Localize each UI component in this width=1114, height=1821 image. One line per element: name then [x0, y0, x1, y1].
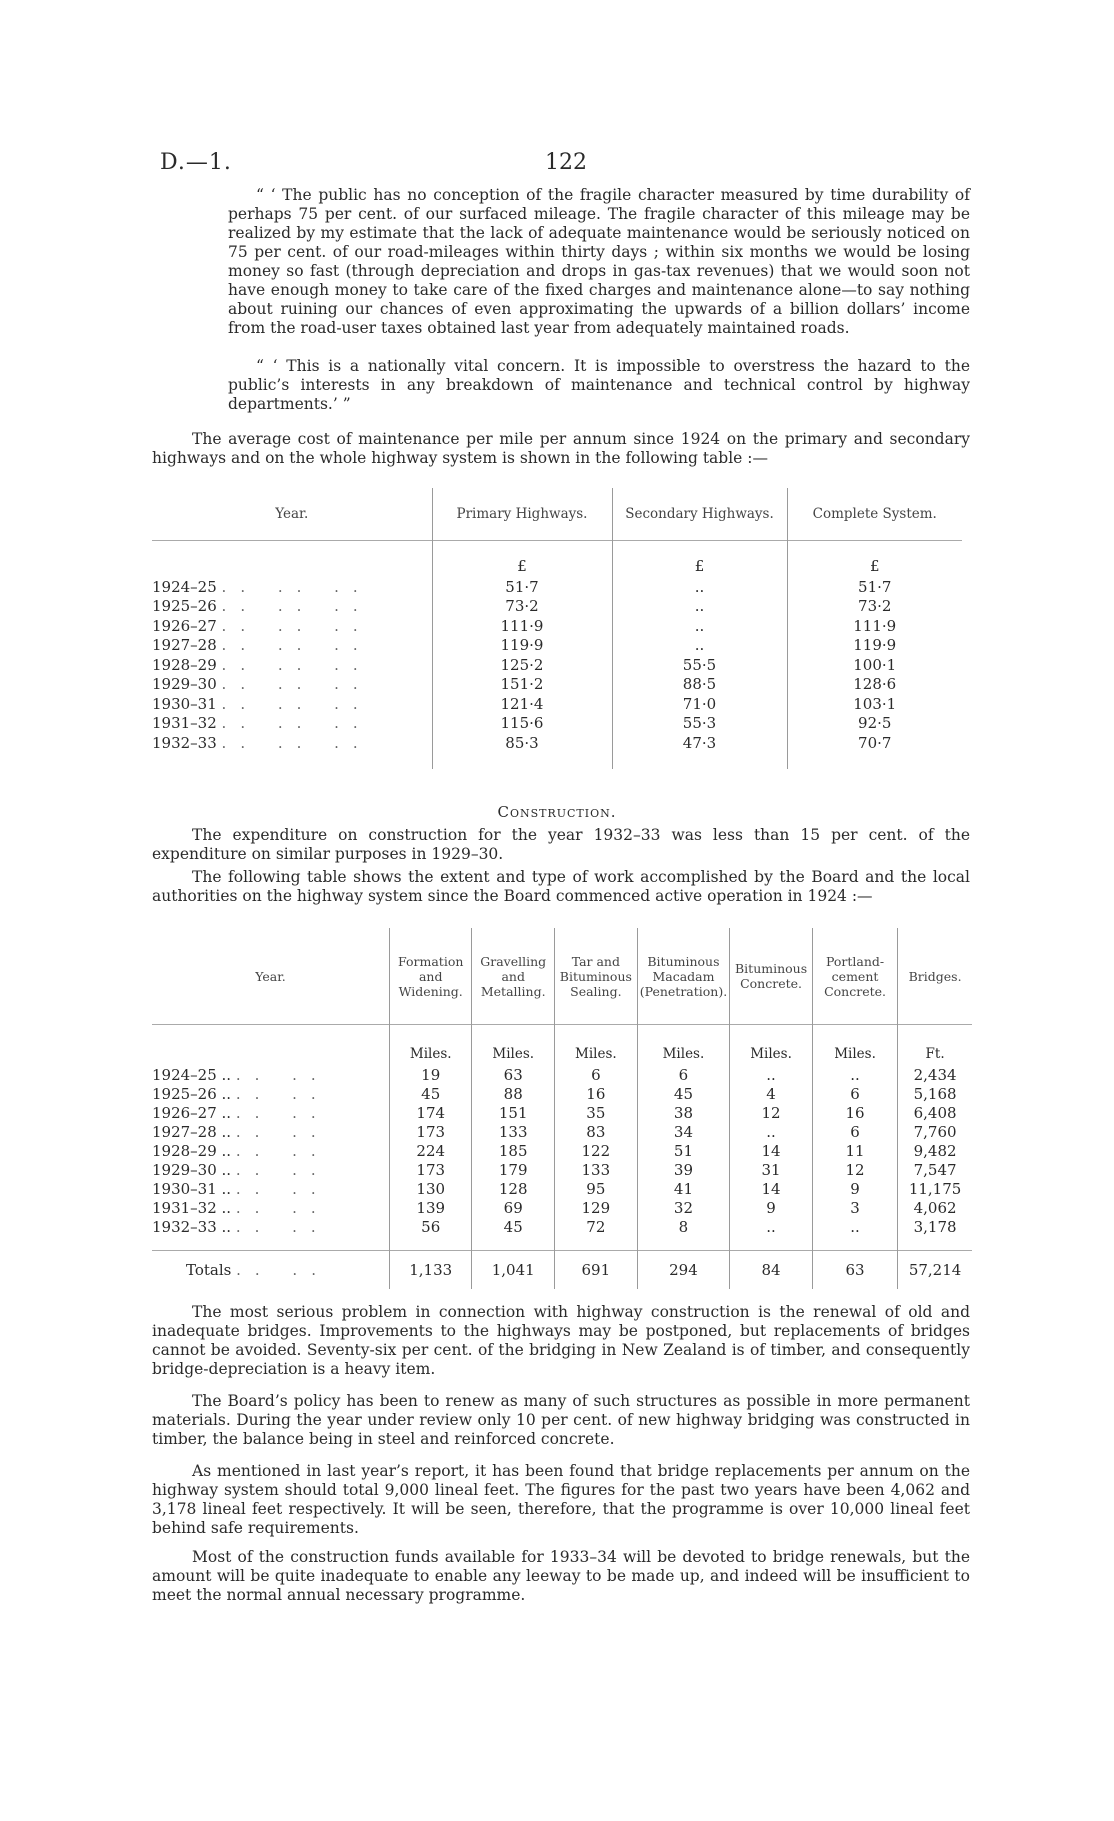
bridges-cell: 3,178 — [898, 1217, 972, 1251]
bit-concrete-cell: 14 — [730, 1179, 813, 1198]
unit-label: £ — [432, 541, 612, 578]
portland-total: 63 — [812, 1251, 897, 1290]
bridges-cell: 11,175 — [898, 1179, 972, 1198]
formation-total: 1,133 — [389, 1251, 471, 1290]
tar-cell: 35 — [554, 1103, 637, 1122]
bridges-cell: 7,547 — [898, 1160, 972, 1179]
dot-leader: .. .. — [235, 1179, 330, 1198]
dot-leader: .. .. .. — [221, 733, 372, 752]
gravelling-cell: 45 — [472, 1217, 555, 1251]
dot-leader: .. .. .. — [221, 675, 372, 694]
year-cell: 1930–31 .. — [152, 1179, 232, 1198]
year-cell: 1928–29 .. — [152, 1141, 232, 1160]
year-cell: 1926–27 .. — [152, 1103, 232, 1122]
dot-leader: .. .. — [236, 1261, 330, 1279]
complete-cell: 128·6 — [787, 675, 962, 695]
portland-cell: .. — [812, 1217, 897, 1251]
closing-paragraph: As mentioned in last year’s report, it has been found that bridge replacements per annum on the highway system should total 9,000 lineal feet. The figures for the past two years have been 4,062 and 3,178 lineal feet respectively. It will be seen, therefore, that the programme is over 10,000 lineal feet behind safe requirements. — [152, 1462, 970, 1537]
dot-leader: .. .. .. — [221, 577, 372, 596]
column-header: Primary Highways. — [432, 488, 612, 541]
unit-label: £ — [612, 541, 787, 578]
dot-leader: .. .. — [235, 1198, 330, 1217]
complete-cell: 103·1 — [787, 694, 962, 714]
table-row — [152, 1179, 972, 1198]
macadam-total: 294 — [637, 1251, 729, 1290]
primary-cell: 73·2 — [432, 597, 612, 617]
formation-cell: 173 — [389, 1122, 471, 1141]
secondary-cell: .. — [612, 597, 787, 617]
column-header: Formation and Widening. — [389, 928, 471, 1025]
gravelling-cell: 151 — [472, 1103, 555, 1122]
secondary-cell: .. — [612, 636, 787, 656]
portland-cell: 11 — [812, 1141, 897, 1160]
table-row — [152, 1160, 972, 1179]
formation-cell: 224 — [389, 1141, 471, 1160]
bit-concrete-cell: 4 — [730, 1084, 813, 1103]
dot-leader: .. .. .. — [221, 694, 372, 713]
unit-label: Miles. — [637, 1025, 729, 1066]
primary-cell: 111·9 — [432, 616, 612, 636]
year-cell: 1924–25 .. — [152, 1065, 232, 1084]
bit-concrete-cell: .. — [730, 1122, 813, 1141]
year-cell: 1927–28 .. — [152, 1122, 232, 1141]
unit-row — [152, 541, 962, 578]
construction-paragraph: The following table shows the extent and type of work accomplished by the Board and the local authorities on the highway system since the Board commenced active operation in 1924 :— — [152, 868, 970, 905]
bit-concrete-cell: .. — [730, 1065, 813, 1084]
formation-cell: 173 — [389, 1160, 471, 1179]
maintenance-cost-table — [152, 488, 962, 769]
tar-cell: 83 — [554, 1122, 637, 1141]
unit-label: Ft. — [898, 1025, 972, 1066]
unit-label: Miles. — [389, 1025, 471, 1066]
unit-label: Miles. — [812, 1025, 897, 1066]
bridges-cell: 2,434 — [898, 1065, 972, 1084]
dot-leader: .. .. — [235, 1084, 330, 1103]
dot-leader: .. .. — [235, 1122, 330, 1141]
dot-leader: .. .. .. — [221, 616, 372, 635]
bridges-cell: 9,482 — [898, 1141, 972, 1160]
bridges-cell: 4,062 — [898, 1198, 972, 1217]
formation-cell: 174 — [389, 1103, 471, 1122]
formation-cell: 45 — [389, 1084, 471, 1103]
column-header: Complete System. — [787, 488, 962, 541]
macadam-cell: 32 — [637, 1198, 729, 1217]
tar-cell: 72 — [554, 1217, 637, 1251]
year-cell: 1932–33 .. — [152, 1217, 232, 1236]
secondary-cell: .. — [612, 616, 787, 636]
dot-leader: .. .. — [235, 1217, 330, 1236]
secondary-cell: .. — [612, 577, 787, 597]
column-header: Gravelling and Metalling. — [472, 928, 555, 1025]
table-row — [152, 733, 962, 769]
year-cell: 1926–27 — [152, 616, 217, 635]
table-row — [152, 1141, 972, 1160]
dot-leader: .. .. — [235, 1065, 330, 1084]
bridges-total: 57,214 — [898, 1251, 972, 1290]
formation-cell: 56 — [389, 1217, 471, 1251]
totals-label: Totals — [186, 1261, 232, 1279]
year-cell: 1929–30 .. — [152, 1160, 232, 1179]
macadam-cell: 39 — [637, 1160, 729, 1179]
table-row — [152, 597, 962, 617]
macadam-cell: 38 — [637, 1103, 729, 1122]
year-cell: 1931–32 .. — [152, 1198, 232, 1217]
table-header-row — [152, 928, 972, 1025]
gravelling-cell: 133 — [472, 1122, 555, 1141]
primary-cell: 151·2 — [432, 675, 612, 695]
gravelling-cell: 88 — [472, 1084, 555, 1103]
complete-cell: 51·7 — [787, 577, 962, 597]
complete-cell: 70·7 — [787, 733, 962, 769]
bridges-cell: 7,760 — [898, 1122, 972, 1141]
complete-cell: 100·1 — [787, 655, 962, 675]
portland-cell: 6 — [812, 1084, 897, 1103]
table-row — [152, 616, 962, 636]
table-row — [152, 694, 962, 714]
secondary-cell: 71·0 — [612, 694, 787, 714]
macadam-cell: 51 — [637, 1141, 729, 1160]
year-cell: 1931–32 — [152, 714, 217, 733]
year-cell: 1924–25 — [152, 577, 217, 596]
tar-cell: 129 — [554, 1198, 637, 1217]
primary-cell: 51·7 — [432, 577, 612, 597]
table-row — [152, 1217, 972, 1251]
bit-concrete-cell: 31 — [730, 1160, 813, 1179]
closing-paragraph: The most serious problem in connection with highway construction is the renewal of old and inadequate bridges. Improvements to the highways may be postponed, but replacements of bridges cannot be avoided. Seventy-six per cent. of the bridging in New Zealand is of timber, and consequently bridge-depreciation is a heavy item. — [152, 1303, 970, 1378]
formation-cell: 19 — [389, 1065, 471, 1084]
column-header: Bituminous Macadam (Penetration). — [637, 928, 729, 1025]
year-cell: 1927–28 — [152, 636, 217, 655]
tar-cell: 16 — [554, 1084, 637, 1103]
tar-cell: 122 — [554, 1141, 637, 1160]
quote-paragraph: “ ‘ This is a nationally vital concern. It is impossible to overstress the hazard to the public’s interests in any breakdown of maintenance and technical control by highway departments.’ ” — [228, 357, 970, 413]
primary-cell: 125·2 — [432, 655, 612, 675]
column-header: Portland-cement Concrete. — [812, 928, 897, 1025]
table-row — [152, 1122, 972, 1141]
column-header: Bituminous Concrete. — [730, 928, 813, 1025]
dot-leader: .. .. .. — [221, 636, 372, 655]
gravelling-cell: 63 — [472, 1065, 555, 1084]
portland-cell: 6 — [812, 1122, 897, 1141]
closing-paragraph: Most of the construction funds available for 1933–34 will be devoted to bridge renewals, but the amount will be quite inadequate to enable any leeway to be made up, and indeed will be insufficient to meet the normal annual necessary programme. — [152, 1548, 970, 1604]
complete-cell: 119·9 — [787, 636, 962, 656]
primary-cell: 115·6 — [432, 714, 612, 734]
table-row — [152, 636, 962, 656]
column-header: Bridges. — [898, 928, 972, 1025]
year-cell: 1930–31 — [152, 694, 217, 713]
tar-cell: 95 — [554, 1179, 637, 1198]
unit-label: Miles. — [730, 1025, 813, 1066]
unit-label: £ — [787, 541, 962, 578]
table-header-row — [152, 488, 962, 541]
bit-concrete-cell: .. — [730, 1217, 813, 1251]
bit-concrete-cell: 9 — [730, 1198, 813, 1217]
tar-total: 691 — [554, 1251, 637, 1290]
column-header: Year. — [255, 968, 286, 984]
bit-concrete-total: 84 — [730, 1251, 813, 1290]
unit-label: Miles. — [472, 1025, 555, 1066]
year-cell: 1928–29 — [152, 655, 217, 674]
bit-concrete-cell: 12 — [730, 1103, 813, 1122]
table-row — [152, 655, 962, 675]
macadam-cell: 41 — [637, 1179, 729, 1198]
year-cell: 1929–30 — [152, 675, 217, 694]
dot-leader: .. .. — [235, 1141, 330, 1160]
table-row — [152, 675, 962, 695]
secondary-cell: 55·5 — [612, 655, 787, 675]
construction-table — [152, 928, 972, 1289]
formation-cell: 130 — [389, 1179, 471, 1198]
macadam-cell: 6 — [637, 1065, 729, 1084]
portland-cell: .. — [812, 1065, 897, 1084]
column-header: Secondary Highways. — [612, 488, 787, 541]
primary-cell: 119·9 — [432, 636, 612, 656]
portland-cell: 12 — [812, 1160, 897, 1179]
quote-paragraph: “ ‘ The public has no conception of the fragile character measured by time durability of perhaps 75 per cent. of our surfaced mileage. The fragile character of this mileage may be realized by my estimate that the lack of adequate maintenance would be seriously noticed on 75 per cent. of our road-mileages within thirty days ; within six months we would be losing money so fast (through depreciation and drops in gas-tax revenues) that we would soon not have enough money to take care of the fixed charges and maintenance alone—to say nothing about ruining our chances of even approximating the upwards of a billion dollars’ income from the road-user taxes obtained last year from adequately maintained roads. — [228, 186, 970, 337]
primary-cell: 85·3 — [432, 733, 612, 769]
portland-cell: 3 — [812, 1198, 897, 1217]
dot-leader: .. .. — [235, 1160, 330, 1179]
totals-row — [152, 1251, 972, 1290]
complete-cell: 111·9 — [787, 616, 962, 636]
macadam-cell: 8 — [637, 1217, 729, 1251]
complete-cell: 92·5 — [787, 714, 962, 734]
macadam-cell: 34 — [637, 1122, 729, 1141]
primary-cell: 121·4 — [432, 694, 612, 714]
unit-row — [152, 1025, 972, 1066]
construction-paragraph: The expenditure on construction for the year 1932–33 was less than 15 per cent. of the expenditure on similar purposes in 1929–30. — [152, 826, 970, 863]
dot-leader: .. .. .. — [221, 597, 372, 616]
column-header: Year. — [275, 506, 309, 522]
unit-label: Miles. — [554, 1025, 637, 1066]
table-row — [152, 1103, 972, 1122]
bit-concrete-cell: 14 — [730, 1141, 813, 1160]
closing-paragraph: The Board’s policy has been to renew as many of such structures as possible in more permanent materials. During the year under review only 10 per cent. of new highway bridging was constructed in timber, the balance being in steel and reinforced concrete. — [152, 1392, 970, 1448]
portland-cell: 9 — [812, 1179, 897, 1198]
table-row — [152, 1065, 972, 1084]
formation-cell: 139 — [389, 1198, 471, 1217]
year-cell: 1925–26 .. — [152, 1084, 232, 1103]
gravelling-cell: 128 — [472, 1179, 555, 1198]
tar-cell: 6 — [554, 1065, 637, 1084]
table-row — [152, 714, 962, 734]
dot-leader: .. .. .. — [221, 714, 372, 733]
gravelling-cell: 179 — [472, 1160, 555, 1179]
tar-cell: 133 — [554, 1160, 637, 1179]
gravelling-cell: 69 — [472, 1198, 555, 1217]
maintenance-intro: The average cost of maintenance per mile per annum since 1924 on the primary and secondary highways and on the whole highway system is shown in the following table :— — [152, 430, 970, 467]
bridges-cell: 5,168 — [898, 1084, 972, 1103]
macadam-cell: 45 — [637, 1084, 729, 1103]
column-header: Tar and Bituminous Sealing. — [554, 928, 637, 1025]
complete-cell: 73·2 — [787, 597, 962, 617]
secondary-cell: 47·3 — [612, 733, 787, 769]
page-number: 122 — [545, 150, 587, 175]
section-heading: Construction. — [497, 803, 617, 821]
year-cell: 1932–33 — [152, 733, 217, 752]
document-reference: D.—1. — [160, 150, 232, 175]
secondary-cell: 88·5 — [612, 675, 787, 695]
table-row — [152, 1084, 972, 1103]
dot-leader: .. .. .. — [221, 655, 372, 674]
dot-leader: .. .. — [235, 1103, 330, 1122]
gravelling-cell: 185 — [472, 1141, 555, 1160]
table-row — [152, 577, 962, 597]
year-cell: 1925–26 — [152, 597, 217, 616]
secondary-cell: 55·3 — [612, 714, 787, 734]
table-row — [152, 1198, 972, 1217]
bridges-cell: 6,408 — [898, 1103, 972, 1122]
portland-cell: 16 — [812, 1103, 897, 1122]
gravelling-total: 1,041 — [472, 1251, 555, 1290]
